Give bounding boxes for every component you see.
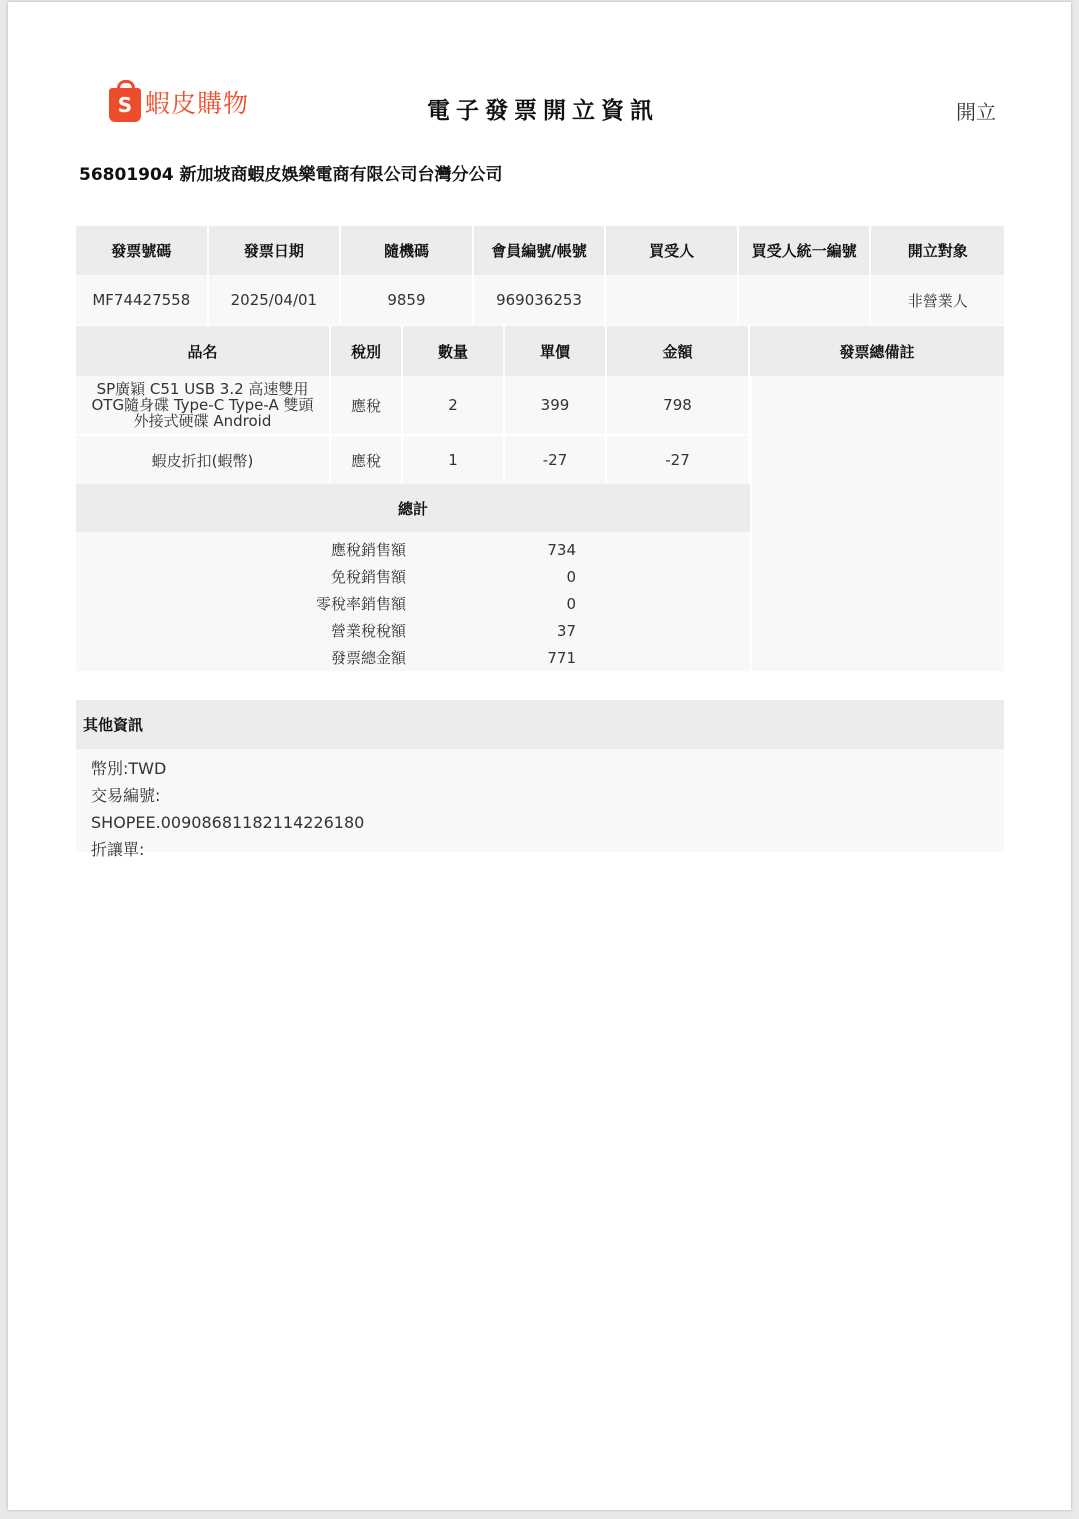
header-unit-price: 單價 xyxy=(505,326,607,376)
header-quantity: 數量 xyxy=(403,326,505,376)
transaction-id: SHOPEE.00908681182114226180 xyxy=(91,813,365,832)
totals-value: 37 xyxy=(556,621,576,640)
header-invoice-date: 發票日期 xyxy=(209,226,342,275)
totals-label: 應稅銷售額 xyxy=(330,541,406,559)
invoice-page xyxy=(8,2,1071,1510)
totals-row xyxy=(76,590,750,617)
table-row xyxy=(76,434,750,484)
totals-header: 總計 xyxy=(76,484,750,532)
table-row xyxy=(76,376,750,434)
totals-label: 零稅率銷售額 xyxy=(315,595,406,613)
header-member-id: 會員編號/帳號 xyxy=(474,226,607,275)
items-header-row xyxy=(76,326,1004,376)
header-invoice-note: 發票總備註 xyxy=(839,342,915,361)
item-quantity: 1 xyxy=(403,436,505,484)
allowance-label: 折讓單: xyxy=(91,840,145,859)
item-name: 蝦皮折扣(蝦幣) xyxy=(76,436,331,484)
header-random-code: 隨機碼 xyxy=(341,226,474,275)
item-unit-price: 399 xyxy=(505,376,607,434)
logo-text: 蝦皮購物 xyxy=(145,89,250,118)
totals-value: 734 xyxy=(547,540,576,559)
header-invoice-number: 發票號碼 xyxy=(76,226,209,275)
totals-value: 0 xyxy=(566,567,576,586)
item-amount: -27 xyxy=(607,436,750,484)
invoice-note-cell xyxy=(750,376,1004,671)
totals-row xyxy=(76,536,750,563)
item-name-line: SP廣穎 C51 USB 3.2 高速雙用 xyxy=(96,380,309,398)
header-issue-target: 開立對象 xyxy=(907,242,968,260)
totals-value: 0 xyxy=(566,594,576,613)
random-code: 9859 xyxy=(341,275,474,325)
header-buyer-tax-id: 買受人統一編號 xyxy=(739,226,872,275)
item-quantity: 2 xyxy=(403,376,505,434)
invoice-status: 開立 xyxy=(956,100,996,124)
issue-target: 非營業人 xyxy=(907,291,968,310)
header-buyer: 買受人 xyxy=(606,226,739,275)
currency: 幣別:TWD xyxy=(91,759,167,778)
transaction-label: 交易編號: xyxy=(91,786,161,805)
totals-value: 771 xyxy=(547,648,576,667)
item-amount: 798 xyxy=(607,376,750,434)
item-name-line: 外接式硬碟 Android xyxy=(133,412,272,430)
item-name-line: OTG隨身碟 Type-C Type-A 雙頭 xyxy=(91,396,314,414)
header-tax-type: 稅別 xyxy=(331,326,403,376)
other-info-header: 其他資訊 xyxy=(76,700,1004,749)
item-tax-type: 應稅 xyxy=(331,376,403,434)
shopping-bag-icon: S xyxy=(109,88,141,122)
buyer xyxy=(606,275,739,325)
invoice-number: MF74427558 xyxy=(76,275,209,325)
invoice-date: 2025/04/01 xyxy=(209,275,342,325)
totals-label: 發票總金額 xyxy=(330,649,406,667)
item-name xyxy=(76,376,331,434)
header-amount: 金額 xyxy=(607,326,750,376)
member-id: 969036253 xyxy=(474,275,607,325)
other-info-section xyxy=(76,700,1004,859)
invoice-info-table xyxy=(76,226,1004,325)
other-info-body xyxy=(76,749,1004,859)
page-title: 電子發票開立資訊 xyxy=(427,98,659,124)
totals-label: 免稅銷售額 xyxy=(330,568,406,586)
totals-section xyxy=(76,532,750,671)
totals-row xyxy=(76,617,750,644)
totals-row xyxy=(76,563,750,590)
header-item-name: 品名 xyxy=(76,326,331,376)
buyer-tax-id xyxy=(739,275,872,325)
seller-info: 56801904 新加坡商蝦皮娛樂電商有限公司台灣分公司 xyxy=(79,165,503,185)
totals-label: 營業稅稅額 xyxy=(330,622,406,640)
totals-row xyxy=(76,644,750,671)
item-unit-price: -27 xyxy=(505,436,607,484)
shopee-logo xyxy=(109,82,249,122)
table-row xyxy=(76,275,1004,325)
item-tax-type: 應稅 xyxy=(331,436,403,484)
table-header-row xyxy=(76,226,1004,275)
items-table xyxy=(76,326,1004,671)
